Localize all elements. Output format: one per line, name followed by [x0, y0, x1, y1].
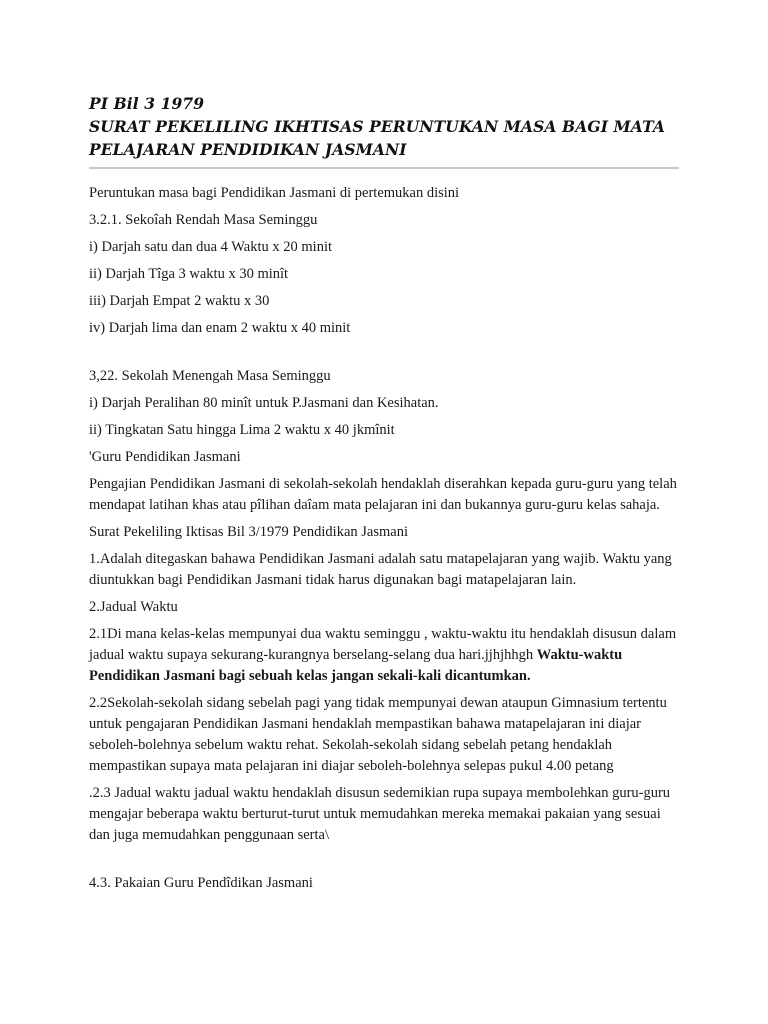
- timetable-heading: 2.Jadual Waktu: [89, 599, 178, 615]
- primary-item-2: ii) Darjah Tîga 3 waktu x 30 minît: [89, 266, 289, 282]
- secondary-item-2: ii) Tingkatan Satu hingga Lima 2 waktu x 40 jkmînit: [89, 422, 395, 438]
- clause-2-1-text: 2.1Di mana kelas-kelas mempunyai dua waktu seminggu , waktu-waktu itu hendaklah disusun dalam jadual waktu supaya sekurang-kurangnya berselang-selang dua hari.jjhjhhgh: [89, 626, 677, 663]
- secondary-school-heading: 3,22. Sekolah Menengah Masa Seminggu: [89, 368, 331, 384]
- secondary-item-1: i) Darjah Peralihan 80 minît untuk P.Jasmani dan Kesihatan.: [89, 395, 439, 411]
- teacher-paragraph: Pengajian Pendidikan Jasmani di sekolah-sekolah hendaklah diserahkan kepada guru-guru yang telah mendapat latihan khas atau pîlihan daîam mata pelajaran ini dan bukannya guru-guru kelas sahaja.: [89, 476, 677, 513]
- clause-2-1: [89, 624, 679, 687]
- clause-2-3: .2.3 Jadual waktu jadual waktu hendaklah disusun sedemikian rupa supaya membolehkan guru-guru mengajar beberapa waktu berturut-turut untuk memudahkan mereka memakai pakaian yang sesuai dan juga memudahkan penggunaan serta\: [89, 785, 671, 843]
- heading-divider: [89, 167, 679, 169]
- heading-title-line-1: SURAT PEKELILING IKHTISAS PERUNTUKAN MASA BAGI MATA: [89, 117, 665, 136]
- clause-2-2: 2.2Sekolah-sekolah sidang sebelah pagi yang tidak mempunyai dewan ataupun Gimnasium tertentu untuk pengajaran Pendidikan Jasmani hendaklah mempastikan bahawa matapelajaran ini diajar seboleh-bolehnya sebelum waktu rehat. Sekolah-sekolah sidang sebelah petang hendaklah mempastikan supaya mata pelajaran ini diajar seboleh-bolehnya selepas pukul 4.00 petang: [89, 695, 667, 774]
- primary-item-1: i) Darjah satu dan dua 4 Waktu x 20 minit: [89, 239, 333, 255]
- primary-item-4: iv) Darjah lima dan enam 2 waktu x 40 minit: [89, 320, 351, 336]
- clause-1: 1.Adalah ditegaskan bahawa Pendidikan Jasmani adalah satu matapelajaran yang wajib. Waktu yang diuntukkan bagi Pendidikan Jasmani tidak harus digunakan bagi matapelajaran lain.: [89, 551, 672, 588]
- teacher-section-heading: 'Guru Pendidikan Jasmani: [89, 449, 241, 465]
- primary-item-3: iii) Darjah Empat 2 waktu x 30: [89, 293, 270, 309]
- heading-title-line-2: PELAJARAN PENDIDIKAN JASMANI: [89, 140, 407, 159]
- clause-2-1-emphasis: Waktu-waktu Pendidikan Jasmani bagi sebuah kelas jangan sekali-kali dicantumkan.: [89, 647, 623, 684]
- document-page: [89, 92, 679, 900]
- circular-title: Surat Pekeliling Iktisas Bil 3/1979 Pendidikan Jasmani: [89, 524, 408, 540]
- intro-paragraph: Peruntukan masa bagi Pendidikan Jasmani di pertemukan disini: [89, 185, 460, 201]
- attire-heading: 4.3. Pakaian Guru Pendîdikan Jasmani: [89, 875, 313, 891]
- document-heading: [89, 92, 679, 161]
- heading-reference: PI Bil 3 1979: [89, 94, 205, 113]
- primary-school-heading: 3.2.1. Sekoîah Rendah Masa Seminggu: [89, 212, 318, 228]
